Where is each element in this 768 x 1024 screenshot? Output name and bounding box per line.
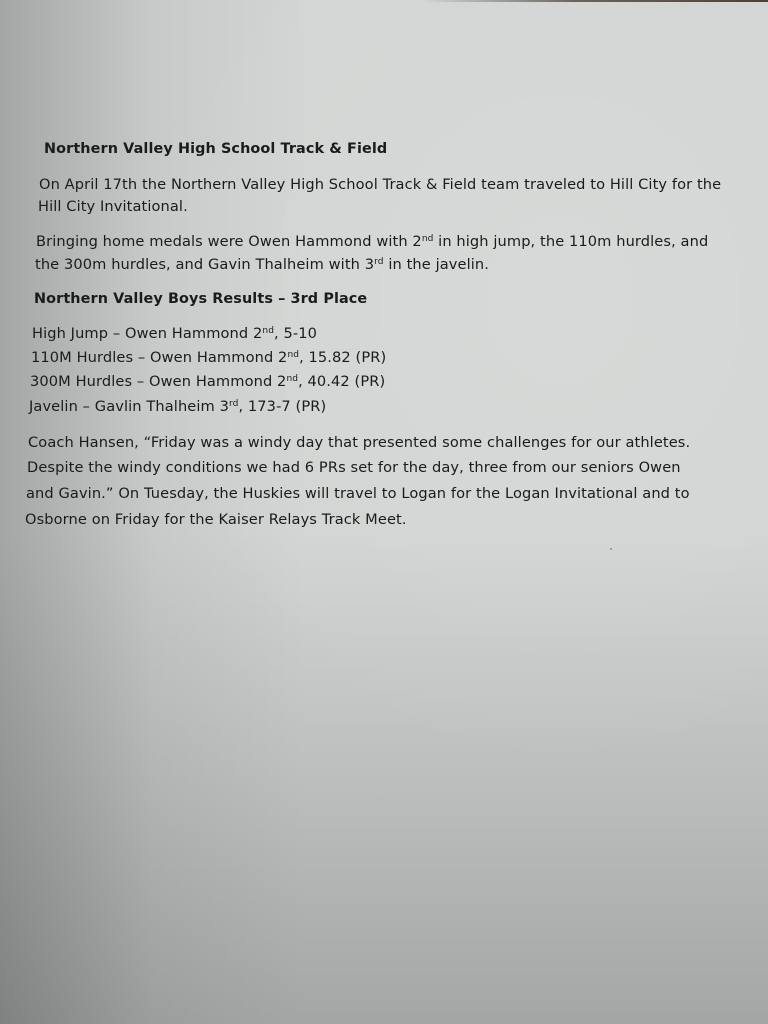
result-row-high-jump [32,325,317,343]
medals-line-1-ordinal: nd [421,234,434,244]
result-row-300m-hurdles [30,373,385,391]
results-heading: Northern Valley Boys Results – 3rd Place [34,291,368,307]
medals-line-2-text-a: the 300m hurdles, and Gavin Thalheim with 3 [35,256,375,273]
result-event: 300M Hurdles – Owen Hammond 2 [30,373,287,390]
quote-line-3: and Gavin.” On Tuesday, the Huskies will travel to Logan for the Logan Invitational and to [26,485,690,502]
result-mark: , 173-7 (PR) [238,398,327,415]
medals-line-1 [36,233,708,251]
intro-line-1: On April 17th the Northern Valley High School Track & Field team traveled to Hill City for the [39,176,722,193]
result-row-javelin [29,398,326,416]
quote-line-4: Osborne on Friday for the Kaiser Relays Track Meet. [25,511,407,528]
result-mark: , 40.42 (PR) [298,373,386,390]
paper-speck [610,548,612,550]
result-ordinal: nd [287,350,300,360]
result-event: Javelin – Gavlin Thalheim 3 [29,398,229,415]
medals-line-2-text-b: in the javelin. [383,256,489,273]
medals-line-1-text-b: in high jump, the 110m hurdles, and [433,233,709,250]
quote-line-2: Despite the windy conditions we had 6 PRs set for the day, three from our seniors Owen [27,459,681,476]
result-ordinal: nd [262,326,275,336]
paper-top-edge-shadow [0,0,768,2]
document-title: Northern Valley High School Track & Field [44,141,388,157]
quote-line-1: Coach Hansen, “Friday was a windy day that presented some challenges for our athletes. [28,434,691,451]
intro-line-2: Hill City Invitational. [38,198,188,215]
result-mark: , 5-10 [274,325,318,342]
result-ordinal: rd [228,399,239,409]
result-event: High Jump – Owen Hammond 2 [32,325,263,342]
result-mark: , 15.82 (PR) [299,349,387,366]
medals-line-1-text-a: Bringing home medals were Owen Hammond with 2 [36,233,422,250]
result-event: 110M Hurdles – Owen Hammond 2 [31,349,288,366]
result-ordinal: nd [286,374,299,384]
result-row-110m-hurdles [31,349,386,367]
medals-line-2-ordinal: rd [374,257,384,267]
medals-line-2 [35,256,489,274]
